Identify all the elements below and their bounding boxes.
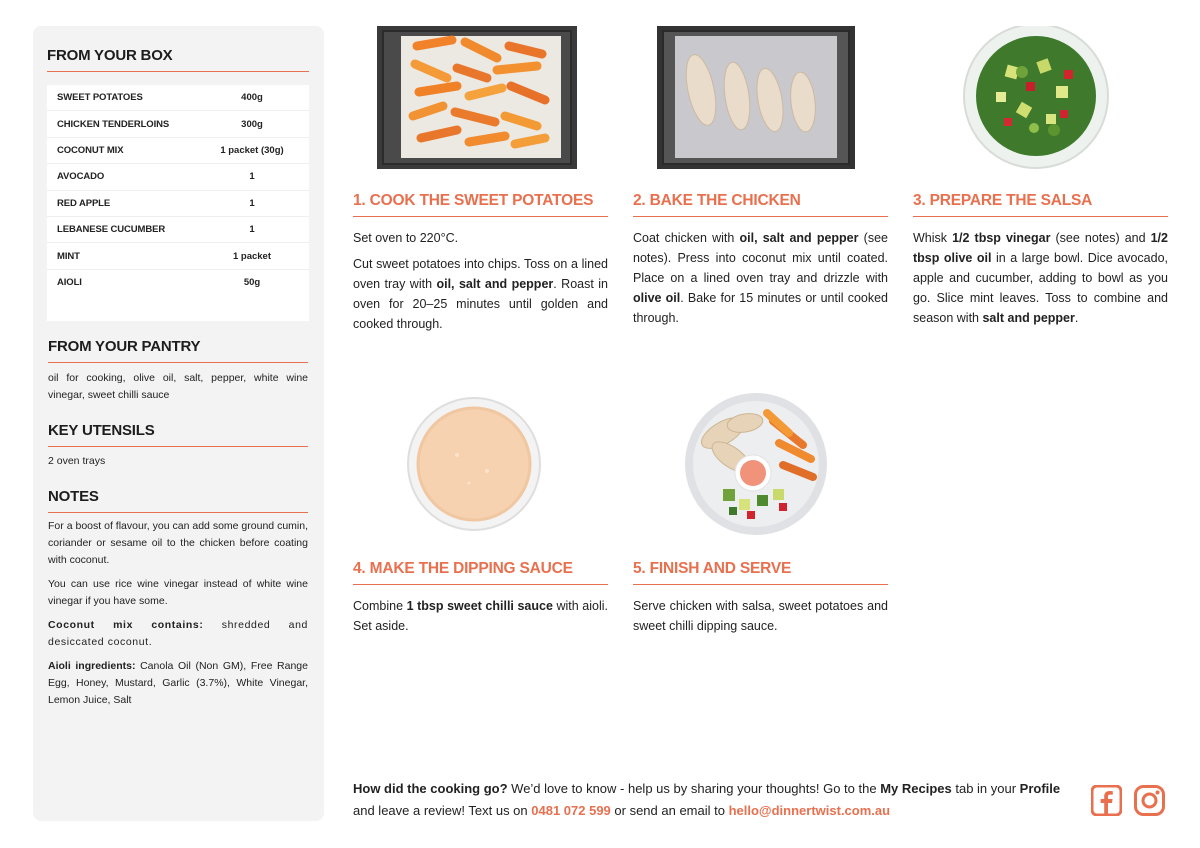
table-row	[47, 270, 309, 296]
note-label: Aioli ingredients:	[48, 660, 136, 672]
step-text-part: in a large bowl. Dice avocado, apple and cucumber, adding to bowl as you go. Slice mint leaves. Toss to combine and season with	[913, 251, 1169, 325]
sidebar	[33, 26, 324, 821]
table-row	[47, 138, 309, 164]
step-text-part: .	[1074, 311, 1079, 325]
step-1-title: 1. COOK THE SWEET POTATOES	[353, 192, 594, 209]
step-4-title: 4. MAKE THE DIPPING SAUCE	[353, 560, 573, 577]
ingredient-name: AVOCADO	[57, 171, 105, 183]
step-1-text	[353, 228, 608, 340]
step-text-bold: olive oil	[633, 291, 681, 305]
ingredient-qty: 1 packet	[232, 250, 272, 262]
divider	[633, 216, 888, 217]
step-text-part: Combine	[353, 599, 407, 613]
step-text-bold: 1 tbsp sweet chilli sauce	[406, 599, 553, 613]
step-text-bold: salt and pepper	[982, 311, 1075, 325]
facebook-icon[interactable]	[1091, 785, 1122, 816]
note-paragraph	[48, 617, 308, 651]
ingredient-name: RED APPLE	[57, 197, 111, 209]
ingredient-qty: 1	[249, 171, 255, 183]
step-3-paragraph	[913, 228, 1168, 328]
divider	[48, 512, 308, 513]
step-1-paragraph: Set oven to 220°C.	[353, 231, 459, 245]
footer-text: or send an email to	[610, 803, 729, 818]
divider	[48, 446, 308, 447]
review-footer	[353, 778, 1073, 822]
phone-link[interactable]: 0481 072 599	[531, 803, 611, 818]
table-row	[47, 217, 309, 243]
notes-body	[48, 518, 308, 716]
ingredient-qty: 1	[249, 224, 255, 236]
pantry-text: oil for cooking, olive oil, salt, pepper, white wine vinegar, sweet chilli sauce	[48, 372, 308, 401]
ingredient-qty: 1 packet (30g)	[220, 144, 284, 156]
profile-link[interactable]: Profile	[1019, 781, 1061, 796]
step-text-part: (see notes). Press into coconut mix until coated. Place on a lined oven tray and drizzle with	[633, 231, 888, 285]
key-utensils-title: KEY UTENSILS	[48, 422, 155, 439]
table-row	[47, 243, 309, 269]
note-paragraph: For a boost of flavour, you can add some ground cumin, coriander or sesame oil to the chicken before coating with coconut.	[48, 520, 308, 566]
step-text-part: Coat chicken with	[633, 231, 740, 245]
step-5-paragraph: Serve chicken with salsa, sweet potatoes and sweet chilli dipping sauce.	[633, 599, 888, 633]
footer-text: We’d love to know - help us by sharing your thoughts! Go to the	[507, 781, 881, 796]
step-text-part: Cut sweet potatoes into chips. Toss on a lined oven tray with	[353, 257, 608, 291]
ingredient-name: SWEET POTATOES	[57, 92, 143, 104]
divider	[353, 584, 608, 585]
footer-text: and leave a review! Text us on	[353, 803, 532, 818]
chicken-tray-image	[657, 26, 855, 169]
ingredient-name: COCONUT MIX	[57, 144, 124, 156]
divider	[913, 216, 1168, 217]
step-2-title: 2. BAKE THE CHICKEN	[633, 192, 801, 209]
ingredient-qty: 400g	[241, 92, 263, 104]
ingredient-qty: 1	[249, 197, 255, 209]
instagram-icon[interactable]	[1134, 785, 1165, 816]
dipping-sauce-bowl-image	[407, 397, 542, 532]
divider	[353, 216, 608, 217]
sweet-potatoes-tray-image	[377, 26, 577, 169]
step-text-bold: 1/2 tbsp vinegar	[952, 231, 1051, 245]
step-4-text	[353, 596, 608, 642]
step-text-part: . Bake for 15 minutes or until cooked through.	[633, 291, 889, 325]
step-3-text	[913, 228, 1168, 334]
salsa-bowl-image	[960, 26, 1112, 169]
note-text: Canola Oil (Non GM), Free Range Egg, Honey, Mustard, Garlic (3.7%), White Vinegar, Lemon Juice, Salt	[48, 660, 308, 706]
table-row	[47, 85, 309, 111]
step-2-text	[633, 228, 888, 334]
footer-question: How did the cooking go?	[353, 781, 508, 796]
ingredient-name: CHICKEN TENDERLOINS	[57, 118, 170, 130]
footer-text: tab in your	[951, 781, 1020, 796]
my-recipes-link[interactable]: My Recipes	[880, 781, 952, 796]
step-4-paragraph	[353, 596, 608, 636]
divider	[633, 584, 888, 585]
step-text-part: Whisk	[913, 231, 953, 245]
step-3-title: 3. PREPARE THE SALSA	[913, 192, 1093, 209]
step-5-title: 5. FINISH AND SERVE	[633, 560, 792, 577]
divider	[48, 362, 308, 363]
notes-title: NOTES	[48, 488, 99, 505]
ingredient-name: MINT	[57, 250, 80, 262]
from-your-pantry-title: FROM YOUR PANTRY	[48, 338, 201, 355]
step-5-text	[633, 596, 888, 642]
step-text-bold: oil, salt and pepper	[436, 277, 554, 291]
table-row	[47, 111, 309, 137]
step-1-paragraph	[353, 254, 608, 334]
step-text-bold: 1/2 tbsp olive oil	[913, 231, 1168, 265]
table-row	[47, 191, 309, 217]
email-link[interactable]: hello@dinnertwist.com.au	[728, 803, 891, 818]
utensils-text: 2 oven trays	[48, 455, 106, 467]
table-row	[47, 164, 309, 190]
note-paragraph	[48, 658, 308, 709]
step-text-part: . Roast in oven for 20–25 minutes until golden and cooked through.	[353, 277, 608, 331]
from-your-box-title: FROM YOUR BOX	[47, 47, 173, 64]
note-paragraph: You can use rice wine vinegar instead of white wine vinegar if you have some.	[48, 578, 308, 607]
note-text: shredded and desiccated coconut.	[48, 619, 308, 648]
step-text-part: (see notes) and	[1050, 231, 1151, 245]
note-label: Coconut mix contains:	[48, 619, 204, 631]
step-text-part: with aioli. Set aside.	[353, 599, 608, 633]
step-text-bold: oil, salt and pepper	[739, 231, 859, 245]
divider	[47, 71, 309, 72]
ingredient-qty: 50g	[243, 277, 261, 289]
step-2-paragraph	[633, 228, 888, 328]
ingredients-table	[47, 85, 309, 321]
ingredient-name: AIOLI	[57, 277, 82, 289]
ingredient-name: LEBANESE CUCUMBER	[57, 224, 166, 236]
ingredient-qty: 300g	[241, 118, 263, 130]
finished-plate-image	[683, 393, 829, 536]
